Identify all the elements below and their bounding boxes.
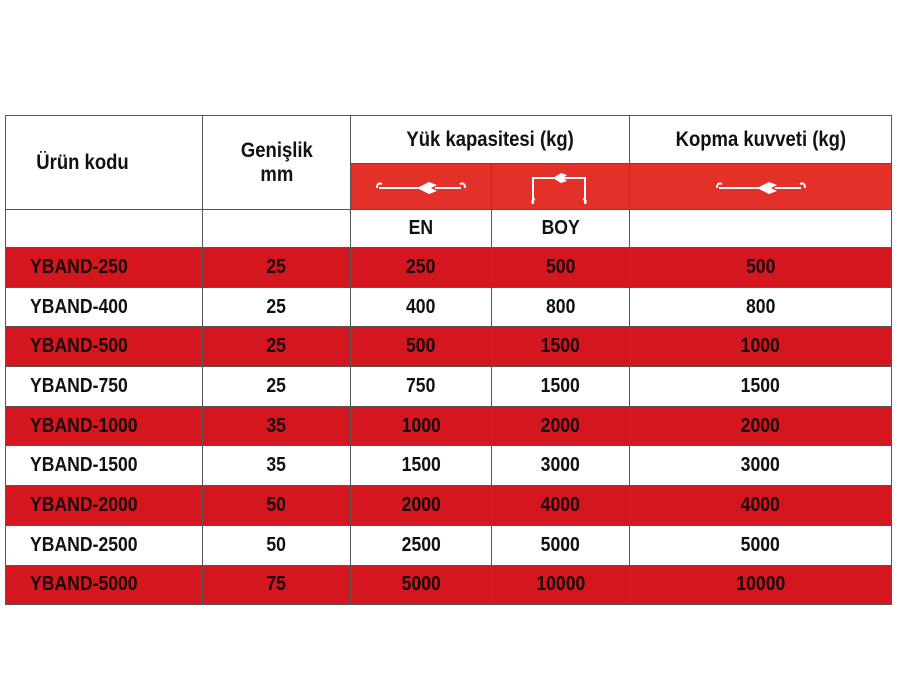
en-icon-cell (351, 164, 492, 210)
cell-width (203, 287, 351, 327)
cell-product-code (6, 287, 203, 327)
cell-product-code (6, 525, 203, 565)
table-row (6, 287, 892, 327)
cell-product-code (6, 486, 203, 526)
cell-product-code-text: YBAND-750 (30, 374, 128, 397)
subheader-en: EN (351, 210, 492, 248)
header-breaking-force: Kopma kuvveti (kg) (630, 116, 892, 164)
cell-breaking-force-text: 10000 (736, 573, 785, 596)
cell-boy-capacity-text: 1500 (540, 374, 581, 397)
cell-product-code-text: YBAND-500 (30, 335, 128, 358)
table-row (6, 248, 892, 288)
cell-en-capacity-text: 750 (406, 374, 436, 397)
cell-boy-capacity (492, 287, 630, 327)
cell-width (203, 367, 351, 407)
cell-en-capacity-text: 2000 (401, 493, 441, 516)
cell-width (203, 486, 351, 526)
cell-en-capacity-text: 400 (406, 295, 436, 318)
cell-en-capacity-text: 1000 (401, 414, 441, 437)
cell-boy-capacity (492, 406, 630, 446)
cell-width-text: 75 (266, 573, 287, 596)
cell-en-capacity (351, 327, 492, 367)
cell-boy-capacity (492, 446, 630, 486)
cell-width-text: 25 (266, 374, 287, 397)
cell-breaking-force-text: 500 (745, 255, 776, 278)
cell-product-code-text: YBAND-1000 (30, 414, 138, 437)
cell-boy-capacity-text: 1500 (540, 335, 581, 358)
cell-en-capacity (351, 525, 492, 565)
cell-en-capacity-text: 1500 (401, 454, 441, 477)
header-width-line2: mm (260, 162, 293, 186)
cell-width-text: 35 (266, 454, 287, 477)
table-row (6, 446, 892, 486)
subheader-empty-break (630, 210, 892, 248)
cell-boy-capacity (492, 565, 630, 605)
cell-width-text: 25 (266, 335, 287, 358)
cell-boy-capacity (492, 525, 630, 565)
cell-breaking-force (630, 565, 892, 605)
cell-breaking-force (630, 486, 892, 526)
cell-boy-capacity (492, 248, 630, 288)
cell-boy-capacity-text: 10000 (536, 573, 585, 596)
table-row (6, 565, 892, 605)
cell-product-code (6, 327, 203, 367)
cell-boy-capacity (492, 327, 630, 367)
cell-width-text: 50 (266, 533, 287, 556)
header-row (6, 116, 892, 164)
header-load-capacity: Yük kapasitesi (kg) (351, 116, 630, 164)
cell-breaking-force (630, 446, 892, 486)
cell-en-capacity (351, 287, 492, 327)
cell-en-capacity-text: 250 (406, 255, 436, 278)
header-width (203, 116, 351, 210)
table-row (6, 367, 892, 407)
boy-icon-cell (492, 164, 630, 210)
cell-product-code-text: YBAND-400 (30, 295, 128, 318)
specification-table (5, 115, 892, 605)
cell-breaking-force (630, 248, 892, 288)
cell-product-code (6, 565, 203, 605)
cell-width (203, 327, 351, 367)
cell-product-code-text: YBAND-2500 (30, 533, 138, 556)
cell-product-code (6, 446, 203, 486)
cell-breaking-force (630, 327, 892, 367)
cell-boy-capacity (492, 367, 630, 407)
cell-en-capacity (351, 406, 492, 446)
cell-boy-capacity-text: 500 (545, 255, 576, 278)
cell-product-code (6, 248, 203, 288)
cell-breaking-force (630, 367, 892, 407)
header-width-line1: Genişlik (240, 138, 313, 162)
cell-breaking-force (630, 525, 892, 565)
subheader-row (6, 210, 892, 248)
cell-width-text: 25 (266, 295, 287, 318)
cell-width-text: 35 (266, 414, 287, 437)
cell-breaking-force-text: 1500 (740, 374, 781, 397)
cell-width-text: 50 (266, 493, 287, 516)
cell-boy-capacity-text: 3000 (540, 454, 581, 477)
cell-width-text: 25 (266, 255, 287, 278)
cell-en-capacity-text: 2500 (401, 533, 441, 556)
cell-breaking-force (630, 287, 892, 327)
cell-product-code-text: YBAND-1500 (30, 454, 138, 477)
table-row (6, 486, 892, 526)
cell-boy-capacity-text: 5000 (540, 533, 581, 556)
cell-breaking-force-text: 1000 (740, 335, 781, 358)
cell-width (203, 565, 351, 605)
cell-en-capacity-text: 5000 (401, 573, 441, 596)
table-row (6, 327, 892, 367)
cell-breaking-force-text: 4000 (740, 493, 781, 516)
cell-product-code (6, 406, 203, 446)
subheader-empty-code (6, 210, 203, 248)
cell-width (203, 406, 351, 446)
straight-sling-icon (371, 177, 471, 197)
cell-en-capacity (351, 446, 492, 486)
cell-boy-capacity (492, 486, 630, 526)
cell-product-code-text: YBAND-2000 (30, 493, 138, 516)
cell-en-capacity (351, 367, 492, 407)
cell-width (203, 525, 351, 565)
cell-breaking-force (630, 406, 892, 446)
cell-en-capacity (351, 565, 492, 605)
cell-width (203, 446, 351, 486)
cell-en-capacity-text: 500 (406, 335, 436, 358)
cell-breaking-force-text: 3000 (740, 454, 781, 477)
cell-breaking-force-text: 5000 (740, 533, 781, 556)
straight-sling-icon (711, 177, 811, 197)
choker-sling-icon (521, 170, 601, 204)
cell-product-code-text: YBAND-5000 (30, 573, 138, 596)
table-row (6, 406, 892, 446)
cell-width (203, 248, 351, 288)
cell-en-capacity (351, 486, 492, 526)
cell-breaking-force-text: 2000 (740, 414, 781, 437)
header-product-code: Ürün kodu (6, 116, 203, 210)
subheader-boy: BOY (492, 210, 630, 248)
table-row (6, 525, 892, 565)
cell-boy-capacity-text: 800 (545, 295, 576, 318)
subheader-empty-width (203, 210, 351, 248)
cell-product-code (6, 367, 203, 407)
cell-product-code-text: YBAND-250 (30, 255, 128, 278)
breaking-icon-cell (630, 164, 892, 210)
cell-boy-capacity-text: 4000 (540, 493, 581, 516)
cell-en-capacity (351, 248, 492, 288)
cell-boy-capacity-text: 2000 (540, 414, 581, 437)
cell-breaking-force-text: 800 (745, 295, 776, 318)
